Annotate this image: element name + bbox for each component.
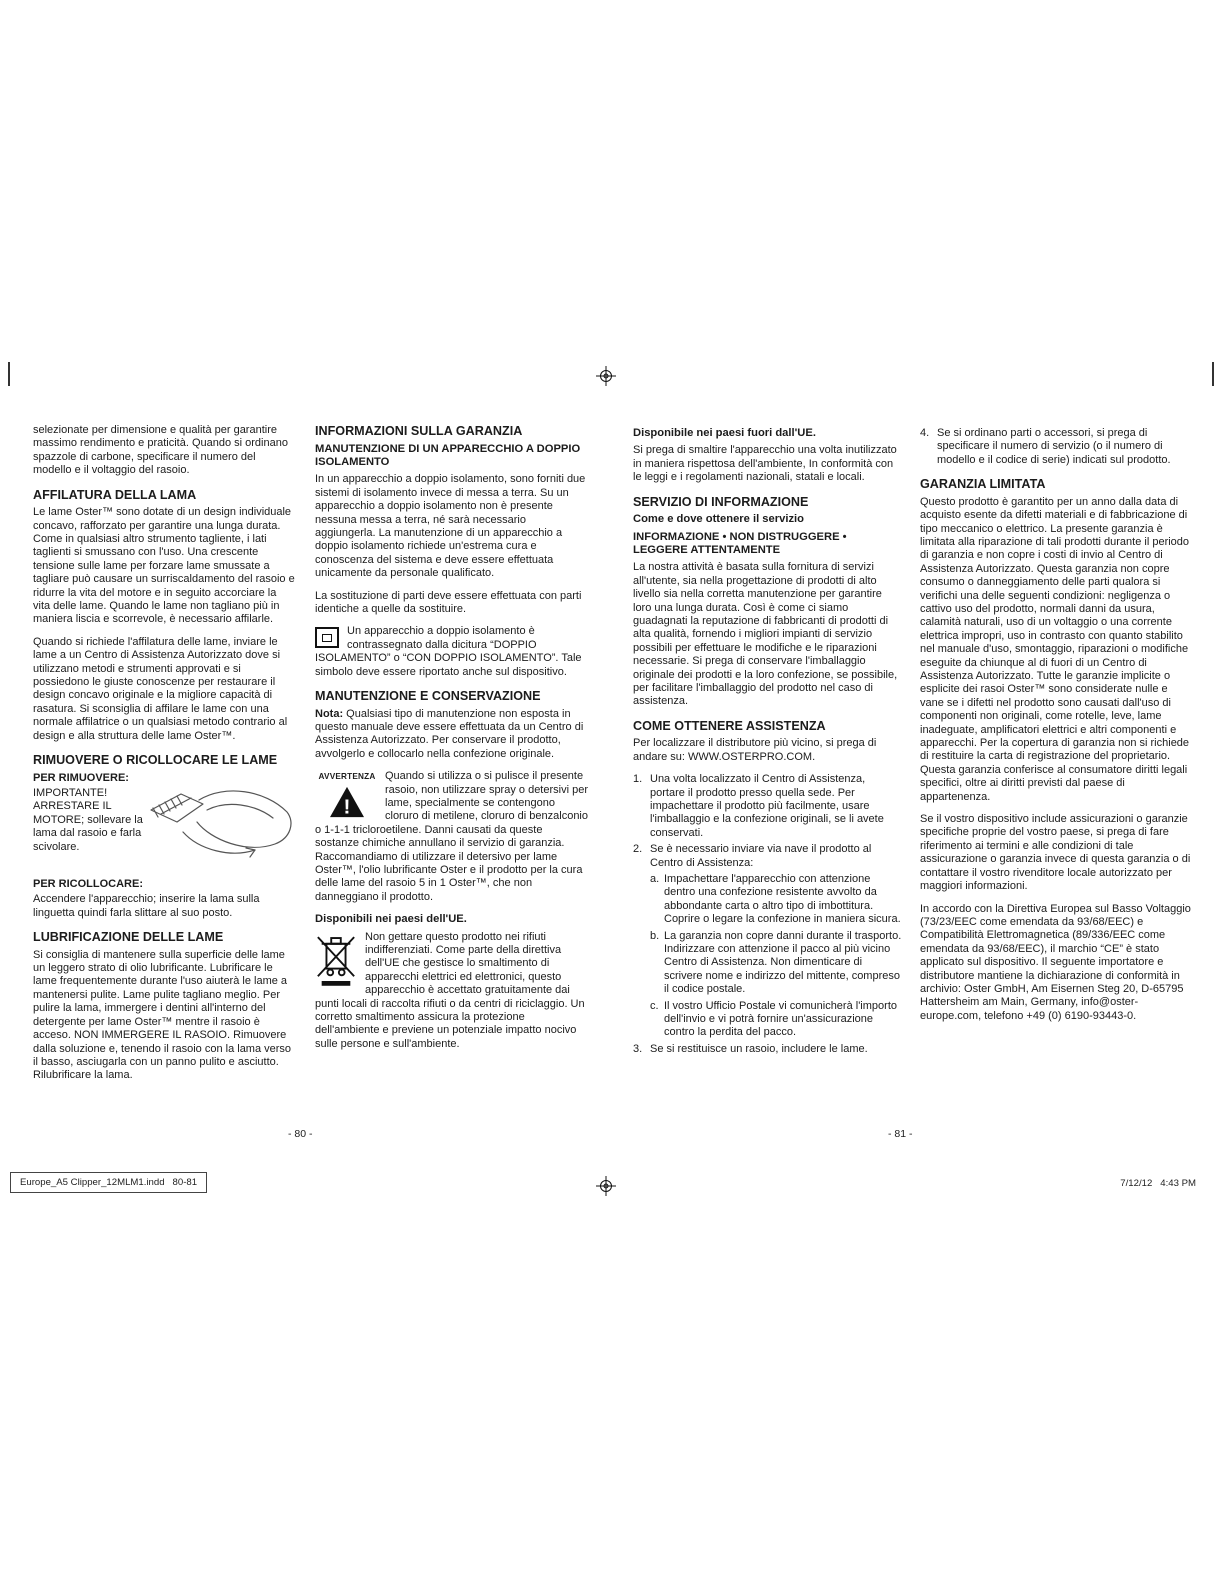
list-text: Impachettare l'apparecchio con attenzione dentro una confezione resistente avvolto da abbondante carta o altro tipo di imbottitura. Coprire o legare la confezione in maniera sicura. — [664, 872, 901, 926]
footer-filename: Europe_A5 Clipper_12MLM1.indd 80-81 — [10, 1172, 207, 1193]
limited-warranty-paragraph-1: Questo prodotto è garantito per un anno dalla data di acquisto esente da difetti materiali e di fabbricazione di tipo meccanico o elettrico. La presente garanzia è limitata alla riparazione di tali prodotti durante il periodo di garanzia e non copre i costi di invio al Centro di Assistenza Autorizzato. Questa garanzia non copre consumo o danneggiamento delle parti qualora si verifichi una delle seguenti condizioni: negligenza o cattivo uso del prodotto, normali danni da usura, calamità naturali, uso di un voltaggio o una corrente elettrica impropri, uso in contrasto con quanto stabilito nel manuale d'uso, smontaggio, riparazioni o modifiche eseguite da chiunque al di fuori di un Centro di Assistenza Autorizzato. Tutte le garanzie implicite o esplicite dei rasoi Oster™ sono considerate nulle e vane se i difetti nel prodotto sono causati dall'uso di componenti non originali, come rotelle, leve, lame inadeguate, amplificatori elettrici e altri componenti e apparecchi. Per la copertura di garanzia non si richiede di restituire la carta di registrazione del proprietario. Questa garanzia conferisce al consumatore diritti legali specifici, oltre ai diritti previsti dal paese di appartenenza. — [920, 495, 1190, 803]
nota-text: Qualsiasi tipo di manutenzione non esposta in questo manuale deve essere effettuata da un Centro di Assistenza Autorizzato. Per conservare il prodotto, avvolgerlo e collocarlo nella confezione originale. — [315, 707, 584, 760]
assistance-intro-paragraph: Per localizzare il distributore più vicino, si prega di andare su: WWW.OSTERPRO.COM. — [633, 737, 877, 763]
column-4 — [920, 427, 1192, 1032]
non-eu-paragraph: Si prega di smaltire l'apparecchio una volta inutilizzato in maniera rispettosa dell'ambiente, In conformità con le leggi e i regolamenti nazionali, statali e locali. — [633, 444, 897, 484]
list-subitem — [650, 930, 903, 997]
heading-lubrificazione: LUBRIFICAZIONE DELLE LAME — [33, 930, 224, 945]
subheading-come-e-dove: Come e dove ottenere il servizio — [633, 513, 804, 526]
heading-servizio-di-informazione: SERVIZIO DI INFORMAZIONE — [633, 494, 809, 509]
column-2 — [315, 424, 588, 1060]
list-marker: b. — [650, 929, 660, 942]
list-marker: 2. — [633, 843, 643, 856]
per-rimuovere-text: IMPORTANTE! ARRESTARE IL MOTORE; sollevare la lama dal rasoio e farla scivolare. — [33, 786, 143, 853]
heading-informazioni-garanzia: INFORMAZIONI SULLA GARANZIA — [315, 424, 523, 438]
svg-text:!: ! — [343, 794, 351, 818]
weee-block — [315, 931, 588, 1052]
double-insulation-icon — [315, 627, 339, 648]
page-number-81: - 81 - — [888, 1128, 913, 1140]
column-3 — [633, 427, 903, 1059]
remove-blade-row — [33, 772, 296, 872]
per-ricollocare-text: Accendere l'apparecchio; inserire la lama sulla linguetta quindi farla slittare al suo posto. — [33, 893, 260, 919]
list-text: Se si ordinano parti o accessori, si prega di specificare il numero di servizio (o il numero di modello e il codice di serie) indicati sul prodotto. — [937, 427, 1171, 466]
page-number-80: - 80 - — [288, 1128, 313, 1140]
registration-mark-icon — [596, 1176, 616, 1196]
list-text: Se è necessario inviare via nave il prodotto al Centro di Assistenza: — [650, 843, 872, 869]
list-marker: 3. — [633, 1042, 643, 1055]
sharpening-paragraph-2: Quando si richiede l'affilatura delle lame, inviare le lame a un Centro di Assistenza Autorizzato dove si utilizzano metodi e strumenti approvati e si possiedono le giuste conoscenze per restaurare il design concavo originale e la migliore capacità di rasatura. Si sconsiglia di affilare le lame con una normale affilatrice o un qualsiasi metodo contrario al design e alla struttura delle lame Oster™. — [33, 635, 288, 742]
list-text: La garanzia non copre danni durante il trasporto. Indirizzare con attenzione il pacco al più vicino Centro di Assistenza. Non dimenticare di scrivere nome e indirizzo del mittente, compreso il codice postale. — [664, 929, 902, 996]
blade-removal-illustration — [147, 774, 296, 872]
list-marker: 1. — [633, 773, 643, 786]
nota-paragraph — [315, 708, 588, 762]
column-1 — [33, 424, 296, 1092]
service-paragraph: La nostra attività è basata sulla fornitura di servizi all'utente, sia nella progettazione di prodotti di alto livello sia nella corretta manutenzione per garantire loro una lunga durata. Così è come ci siamo guadagnati la reputazione di fabbricanti di prodotti di alta qualità, fornendo i migliori impianti di servizio possibili per effettuare le modifiche e le riparazioni necessarie. Si prega di conservare l'imballaggio originale dei prodotti e la loro confezione, se possibile, per facilitare l'imballaggio del prodotto nel caso di assistenza. — [633, 561, 898, 708]
limited-warranty-paragraph-2: Se il vostro dispositivo include assicurazioni o garanzie specifiche proprie del vostro paese, si prega di fare riferimento ai termini e alle condizioni di tale assicurazione o garanzia invece di questa garanzia o di contattare il vostro rivenditore locale autorizzato per maggiori informazioni. — [920, 813, 1191, 893]
list-item — [633, 773, 903, 840]
warning-text: Quando si utilizza o si pulisce il presente rasoio, non utilizzare spray o detersivi per lame, specialmente se contengono cloruro di metilene, cloruro di benzalconio o 1-1-1 tricloroetilene. Danni causati da queste sostanze chimiche annullano il servizio di garanzia. Raccomandiamo di utilizzare il detersivo per lame Oster™, l'olio lubrificante Oster e il prodotto per la cura delle lame del rasoio 5 in 1 Oster™, che non danneggiano il prodotto. — [315, 770, 588, 903]
subheading-disponibile-fuori-ue: Disponibile nei paesi fuori dall'UE. — [633, 427, 816, 439]
list-item — [920, 427, 1192, 467]
list-marker: 4. — [920, 427, 930, 439]
intro-continuation-paragraph: selezionate per dimensione e qualità per garantire massimo rendimento e praticità. Quando si ordinano spazzole di carbone, specificare il numero del modello e il voltaggio del rasoio. — [33, 424, 288, 477]
per-ricollocare-label: PER RICOLLOCARE: — [33, 877, 143, 890]
heading-rimuovere-o-ricollocare: RIMUOVERE O RICOLLOCARE LE LAME — [33, 753, 278, 768]
list-item — [633, 1043, 903, 1056]
heading-affilatura-della-lama: AFFILATURA DELLA LAMA — [33, 487, 197, 502]
nota-label: Nota: — [315, 707, 344, 720]
list-marker: c. — [650, 999, 659, 1012]
trim-mark-right-icon — [1212, 362, 1214, 386]
list-text: Una volta localizzato il Centro di Assistenza, portare il prodotto presso quella sede. Per impachettare il prodotto più facilmente, usare l'imballaggio e la confezione originali, se li avete conservati. — [650, 773, 884, 839]
lubrication-paragraph: Si consiglia di mantenere sulla superficie delle lame un leggero strato di olio lubrificante. Lubrificare le lame frequentemente durante l'uso aiuterà le lame a mantenersi pulite. Lame pulite tagliano meglio. Per pulire la lama, immergere i dentini all'interno del detergente per lame Oster™ mentre il rasoio è acceso. NON IMMERGERE IL RASOIO. Rimuovere dalla soluzione e, tenendo il rasoio con la lama verso il basso, asciugarla con un panno pulito e asciutto. Rilubrificare la lama. — [33, 948, 292, 1082]
double-insulation-symbol-block — [315, 625, 588, 679]
heading-come-ottenere-assistenza: COME OTTENERE ASSISTENZA — [633, 718, 826, 733]
remove-instructions — [33, 772, 145, 872]
weee-crossed-bin-icon — [315, 933, 357, 991]
per-rimuovere-label: PER RIMUOVERE: — [33, 771, 129, 784]
sharpening-paragraph-1: Le lame Oster™ sono dotate di un design individuale concavo, rafforzato per garantire una lunga durata. Come in qualsiasi altro strumento tagliente, i lati taglienti si smussano con l'uso. Una crescente tensione sulle lame per forzare lame smussate a tagliare può causare un surriscaldamento del rasoio e ridurre la vita del motore e in seguito accorciare la vita delle lame. Quando le lame non tagliano più in maniera liscia e scorrevole, è necessario affilarle. — [33, 506, 295, 626]
footer-timestamp: 7/12/12 4:43 PM — [1120, 1178, 1196, 1189]
list-text: Il vostro Ufficio Postale vi comunicherà l'importo dell'invio e vi potrà fornire un'assicurazione contro la perdita del pacco. — [664, 999, 897, 1039]
subheading-doppio-isolamento: MANUTENZIONE DI UN APPARECCHIO A DOPPIO ISOLAMENTO — [315, 442, 581, 468]
warning-label: AVVERTENZA — [318, 772, 376, 782]
heading-garanzia-limitata: GARANZIA LIMITATA — [920, 477, 1046, 492]
double-insulation-symbol-text: Un apparecchio a doppio isolamento è contrassegnato dalla dicitura “DOPPIO ISOLAMENTO” o “CON DOPPIO ISOLAMENTO”. Tale simbolo deve essere riportato anche sul dispositivo. — [315, 625, 582, 678]
double-insulation-paragraph-2: La sostituzione di parti deve essere effettuata con parti identiche a quelle da sostituire. — [315, 589, 582, 615]
list-subitem — [650, 1000, 903, 1040]
list-text: Se si restituisce un rasoio, includere le lame. — [650, 1042, 868, 1055]
heading-manutenzione-conservazione: MANUTENZIONE E CONSERVAZIONE — [315, 689, 541, 703]
double-insulation-paragraph-1: In un apparecchio a doppio isolamento, sono forniti due sistemi di isolamento invece di messa a terra. Su un apparecchio a doppio isolamento non è presente nessuna messa a terra, né sarà necessario aggiungerla. La manutenzione di un apparecchio a doppio isolamento richiede un'estrema cura e conoscenza del sistema e deve essere effettuata unicamente da personale qualificato. — [315, 473, 586, 580]
subheading-disponibili-ue: Disponibili nei paesi dell'UE. — [315, 913, 467, 926]
registration-mark-icon — [596, 366, 616, 386]
warning-triangle-icon — [315, 770, 379, 818]
weee-text: Non gettare questo prodotto nei rifiuti indifferenziati. Come parte della direttiva dell'UE che gestisce lo smaltimento di apparecchi elettrici ed elettronici, questo apparecchio è accettato gratuitamente dai punti locali di raccolta rifiuti o da centri di riciclaggio. Un corretto smaltimento assicura la protezione dell'ambiente e previene un potenziale impatto nocivo sulle persone e sull'ambiente. — [315, 930, 585, 1050]
list-marker: a. — [650, 872, 660, 885]
list-item — [633, 843, 903, 870]
list-subitem — [650, 873, 903, 927]
subheading-informazione-non-distruggere: INFORMAZIONE • NON DISTRUGGERE • LEGGERE ATTENTAMENTE — [633, 530, 847, 556]
trim-mark-left-icon — [8, 362, 10, 386]
warning-block — [315, 770, 588, 904]
limited-warranty-paragraph-3: In accordo con la Direttiva Europea sul Basso Voltaggio (73/23/EEC come emendata da 93/68/EEC) e Compatibilità Elettromagnetica (89/336/EEC come emendata da 93/68/EEC), il marchio “CE” è stato applicato sul dispositivo. Il seguente importatore e distributore mantiene la dichiarazione di conformità in archivio: Oster GmbH, Am Eisernen Steg 20, D-65795 Hattersheim am Main, Germany, info@oster-europe.com, telefono +49 (0) 6190-93443-0. — [920, 902, 1191, 1022]
